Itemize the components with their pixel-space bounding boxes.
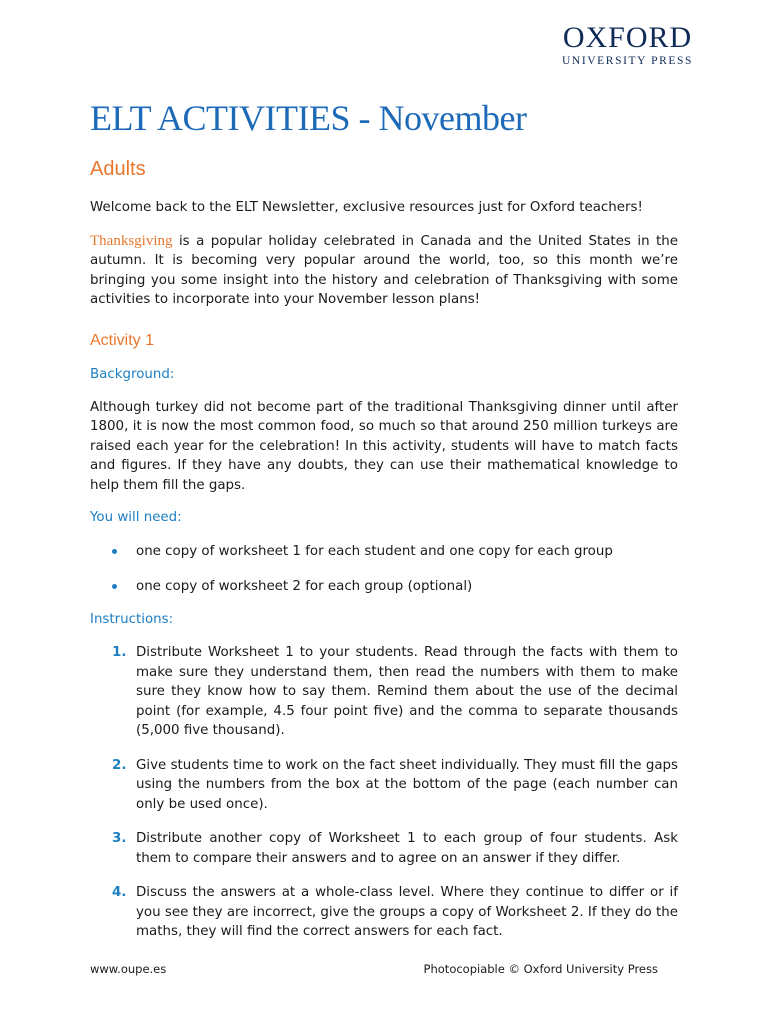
step-text: Give students time to work on the fact sheet individually. They must fill the gaps using the numbers from the box at the bottom of the page (each number can only be used once).	[136, 757, 678, 812]
list-item	[90, 542, 678, 561]
activity-title: Activity 1	[90, 331, 155, 349]
step-number: 2.	[112, 757, 127, 773]
step-number: 1.	[112, 645, 127, 660]
list-item	[90, 883, 678, 942]
step-text: Distribute another copy of Worksheet 1 to each group of four students. Ask them to compare their answers and to agree on an answer if they differ.	[136, 831, 678, 866]
intro-text: is a popular holiday celebrated in Canada and the United States in the autumn. It is becoming very popular around the world, too, so this month we’re bringing you some insight into the history and celebration of Thanksgiving with some activities to incorporate into your November lesson plans!	[90, 233, 678, 307]
intro-paragraph	[90, 232, 678, 310]
footer-copyright: Photocopiable © Oxford University Press	[423, 962, 658, 976]
list-item	[90, 643, 678, 741]
list-item	[90, 829, 678, 868]
you-will-need-label: You will need:	[90, 510, 182, 525]
step-number: 4.	[112, 885, 127, 900]
logo-wordmark: OXFORD	[562, 21, 693, 54]
list-item	[90, 756, 678, 815]
oxford-logo	[540, 22, 715, 68]
instructions-list	[90, 643, 678, 942]
step-text: Distribute Worksheet 1 to your students. Read through the facts with them to make sure they understand them, then read the numbers with them to make sure they know how to say them. Remind them about the use of the decimal point (for example, 4.5 four point five) and the comma to separate thousands (5,000 five thousand).	[136, 645, 678, 738]
document-body	[90, 96, 678, 957]
section-heading: Adults	[90, 158, 146, 180]
bullet-icon	[112, 584, 117, 589]
background-paragraph: Although turkey did not become part of the traditional Thanksgiving dinner until after 1800, it is now the most common food, so much so that around 250 million turkeys are raised each year for the celebration! In this activity, students will have to match facts and figures. If they have any doubts, they can use their mathematical knowledge to help them fill the gaps.	[90, 399, 678, 493]
list-item-text: one copy of worksheet 1 for each student and one copy for each group	[136, 544, 613, 559]
bullet-icon	[112, 549, 117, 554]
needs-list	[90, 542, 678, 596]
intro-highlight: Thanksgiving	[90, 232, 173, 249]
background-label: Background:	[90, 366, 175, 382]
instructions-label: Instructions:	[90, 612, 174, 627]
step-number: 3.	[112, 831, 127, 846]
welcome-paragraph: Welcome back to the ELT Newsletter, exclusive resources just for Oxford teachers!	[90, 200, 643, 215]
logo-subtitle: UNIVERSITY PRESS	[562, 55, 693, 67]
footer-website-link[interactable]: www.oupe.es	[90, 962, 167, 976]
list-item-text: one copy of worksheet 2 for each group (optional)	[136, 579, 473, 594]
page-title: ELT ACTIVITIES - November	[90, 98, 527, 138]
list-item	[90, 577, 678, 596]
step-text: Discuss the answers at a whole-class level. Where they continue to differ or if you see they are incorrect, give the groups a copy of Worksheet 2. If they do the maths, they will find the correct answers for each fact.	[136, 885, 678, 939]
